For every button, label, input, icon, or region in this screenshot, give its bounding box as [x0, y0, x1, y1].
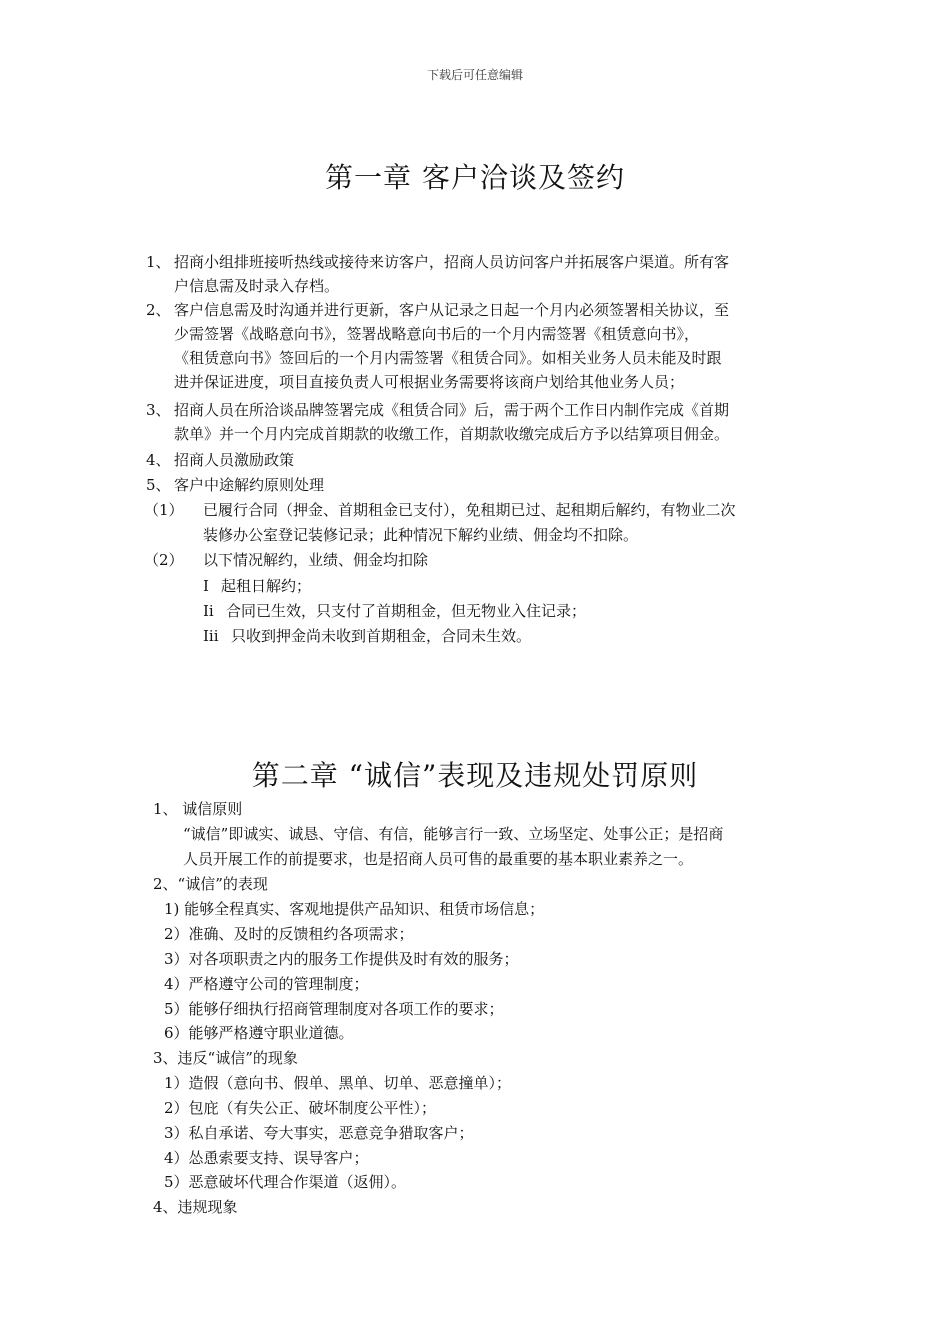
section-4-heading: 4、违规现象: [153, 1198, 238, 1216]
section-2-item: 2）准确、及时的反馈租约各项需求；: [164, 925, 414, 943]
item-1-line-2: 户信息需及时录入存档。: [174, 277, 340, 295]
item-1-line-1: 招商小组排班接听热线或接待来访客户，招商人员访问客户并拓展客户渠道。所有客: [174, 253, 730, 271]
case-2-number: Ii: [203, 602, 214, 620]
case-1-text: 起租日解约；: [221, 577, 312, 595]
section-1-para-line-1: “诚信”即诚实、诚恳、守信、有信，能够言行一致、立场坚定、处事公正；是招商: [183, 825, 724, 843]
case-3-text: 只收到押金尚未收到首期租金，合同未生效。: [231, 627, 532, 645]
subitem-1-line-1: 已履行合同（押金、首期租金已支付），免租期已过、起租期后解约，有物业二次: [203, 501, 736, 519]
section-3-item: 3）私自承诺、夸大事实，恶意竞争猎取客户；: [164, 1124, 474, 1142]
section-2-item: 4）严格遵守公司的管理制度；: [164, 975, 369, 993]
section-3-item: 1）造假（意向书、假单、黑单、切单、恶意撞单）；: [164, 1074, 512, 1092]
section-1-para-line-2: 人员开展工作的前提要求，也是招商人员可售的最重要的基本职业素养之一。: [183, 850, 694, 868]
section-2-item: 1) 能够全程真实、客观地提供产品知识、租赁市场信息；: [164, 900, 545, 918]
section-3-heading: 3、违反“诚信”的现象: [153, 1049, 298, 1067]
section-2-item: 3）对各项职责之内的服务工作提供及时有效的服务；: [164, 950, 519, 968]
section-2-item: 5）能够仔细执行招商管理制度对各项工作的要求；: [164, 1000, 504, 1018]
case-2-text: 合同已生效，只支付了首期租金，但无物业入住记录；: [226, 602, 587, 620]
item-4-line-1: 招商人员激励政策: [174, 451, 295, 469]
item-2-line-2: 少需签署《战略意向书》，签署战略意向书后的一个月内需签署《租赁意向书》，: [174, 325, 700, 343]
item-5-number: 5、: [146, 476, 171, 494]
item-2-line-1: 客户信息需及时沟通并进行更新，客户从记录之日起一个月内必须签署相关协议，至: [174, 301, 730, 319]
item-4-number: 4、: [146, 451, 171, 469]
item-3-line-2: 款单》并一个月内完成首期款的收缴工作，首期款收缴完成后方予以结算项目佣金。: [174, 425, 730, 443]
item-5-line-1: 客户中途解约原则处理: [174, 476, 325, 494]
case-3-number: Iii: [203, 627, 219, 645]
chapter2-title: 第二章 “诚信”表现及违规处罚原则: [251, 759, 699, 792]
chapter1-title: 第一章 客户洽谈及签约: [325, 161, 625, 194]
item-2-line-3: 《租赁意向书》签回后的一个月内需签署《租赁合同》。如相关业务人员未能及时跟: [174, 349, 722, 367]
subitem-1-number: （1）: [144, 501, 184, 519]
subitem-1-line-2: 装修办公室登记装修记录；此种情况下解约业绩、佣金均不扣除。: [203, 526, 639, 544]
item-3-line-1: 招商人员在所洽谈品牌签署完成《租赁合同》后，需于两个工作日内制作完成《首期: [174, 401, 730, 419]
case-1-number: I: [203, 577, 209, 595]
section-2-item: 6）能够严格遵守职业道德。: [164, 1024, 354, 1042]
item-1-number: 1、: [146, 253, 171, 271]
item-2-line-4: 进并保证进度，项目直接负责人可根据业务需要将该商户划给其他业务人员；: [174, 373, 685, 391]
section-2-heading: 2、“诚信”的表现: [153, 875, 268, 893]
item-3-number: 3、: [146, 401, 171, 419]
section-1-heading: 1、 诚信原则: [153, 800, 243, 818]
section-3-item: 4）怂恿索要支持、误导客户；: [164, 1149, 369, 1167]
subitem-2-line-1: 以下情况解约，业绩、佣金均扣除: [203, 551, 429, 569]
item-2-number: 2、: [146, 301, 171, 319]
section-3-item: 2）包庇（有失公正、破坏制度公平性）；: [164, 1099, 437, 1117]
section-3-item: 5）恶意破坏代理合作渠道（返佣）。: [164, 1173, 407, 1191]
page-header: 下载后可任意编辑: [426, 68, 523, 82]
subitem-2-number: （2）: [144, 551, 184, 569]
